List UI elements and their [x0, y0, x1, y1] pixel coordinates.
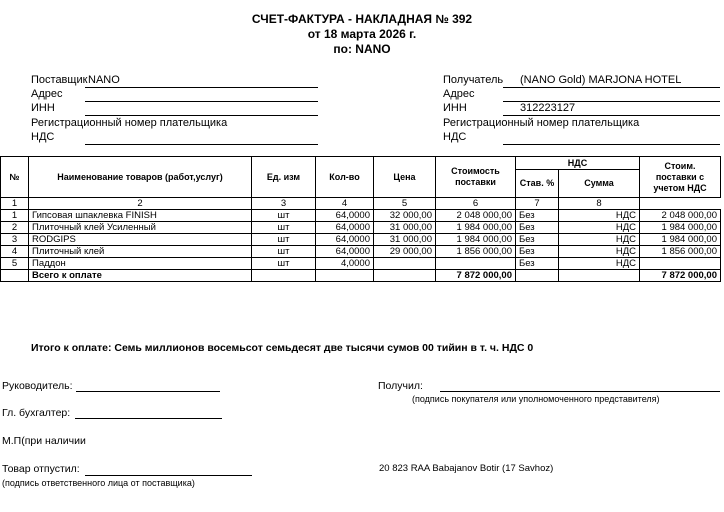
header-nds: НДС [516, 157, 640, 170]
cell-n: 4 [1, 246, 29, 258]
cell-total: 1 984 000,00 [640, 222, 721, 234]
supplier-inn-label: ИНН [31, 102, 55, 114]
col-number: 1 [1, 198, 29, 210]
cell-total: 2 048 000,00 [640, 210, 721, 222]
cell-sum: НДС [559, 246, 640, 258]
table-row [1, 258, 721, 270]
cell-cost: 2 048 000,00 [436, 210, 516, 222]
cell-price: 31 000,00 [374, 234, 436, 246]
cell-unit: шт [252, 258, 316, 270]
cell-rate: Без [516, 222, 559, 234]
cell-sum: НДС [559, 222, 640, 234]
cell-cost: 1 856 000,00 [436, 246, 516, 258]
col-number: 2 [29, 198, 252, 210]
col-number: 8 [559, 198, 640, 210]
director-label: Руководитель: [2, 380, 73, 392]
table-row [1, 222, 721, 234]
total-with-nds: 7 872 000,00 [640, 270, 721, 282]
supplier-address-label: Адрес [31, 88, 63, 100]
header-qty: Кол-во [316, 157, 374, 198]
col-number: 4 [316, 198, 374, 210]
director-sign-line [76, 391, 220, 392]
invoice-title: СЧЕТ-ФАКТУРА - НАКЛАДНАЯ № 392 [251, 12, 473, 26]
header-cost: Стоимость поставки [436, 157, 516, 198]
received-label: Получил: [378, 380, 423, 392]
cell-cost: 1 984 000,00 [436, 222, 516, 234]
recipient-inn-label: ИНН [443, 102, 467, 114]
cell-name: Плиточный клей Усиленный [29, 222, 252, 234]
column-numbers-row [1, 198, 721, 210]
cell-name: Плиточный клей [29, 246, 252, 258]
recipient-inn-value: 312223127 [520, 102, 576, 114]
cell-cost: 1 984 000,00 [436, 234, 516, 246]
released-note: (подпись ответственного лица от поставщика) [2, 478, 195, 488]
released-label: Товар отпустил: [2, 463, 80, 475]
cell-rate: Без [516, 234, 559, 246]
header-name: Наименование товаров (работ,услуг) [29, 157, 252, 198]
invoice-by: по: NANO [333, 42, 391, 56]
col-number: 6 [436, 198, 516, 210]
cell-unit: шт [252, 210, 316, 222]
cell-sum: НДС [559, 234, 640, 246]
supplier-nds-label: НДС [31, 131, 55, 143]
cell-total: 1 984 000,00 [640, 234, 721, 246]
table-row [1, 234, 721, 246]
recipient-value: (NANO Gold) MARJONA HOTEL [520, 74, 682, 86]
recipient-line [503, 87, 720, 88]
header-num: № [1, 157, 29, 198]
header-sum: Сумма [559, 170, 640, 198]
recipient-nds-label: НДС [443, 131, 467, 143]
total-in-words: Итого к оплате: Семь миллионов восемьсот семьдесят две тысячи сумов 00 тийин в т. ч. НДС 0 [31, 342, 534, 354]
accountant-sign-line [75, 418, 222, 419]
cell-total: 1 856 000,00 [640, 246, 721, 258]
cell-sum: НДС [559, 258, 640, 270]
header-unit: Ед. изм [252, 157, 316, 198]
cell-unit: шт [252, 234, 316, 246]
cell-qty: 64,0000 [316, 246, 374, 258]
cell-name: RODGIPS [29, 234, 252, 246]
accountant-label: Гл. бухгалтер: [2, 407, 71, 419]
cell-rate: Без [516, 246, 559, 258]
cell-n: 1 [1, 210, 29, 222]
cell-unit: шт [252, 246, 316, 258]
supplier-inn-line [85, 115, 318, 116]
cell-name: Паддон [29, 258, 252, 270]
supplier-reg-label: Регистрационный номер плательщика [31, 117, 228, 129]
total-cost: 7 872 000,00 [436, 270, 516, 282]
recipient-address-label: Адрес [443, 88, 475, 100]
col-number: 5 [374, 198, 436, 210]
cell-price [374, 258, 436, 270]
supplier-address-line [85, 101, 318, 102]
cell-name: Гипсовая шпаклевка FINISH [29, 210, 252, 222]
total-row [1, 270, 721, 282]
invoice-date: от 18 марта 2026 г. [307, 27, 417, 41]
recipient-reg-label: Регистрационный номер плательщика [443, 117, 640, 129]
received-sign-line [440, 391, 720, 392]
stamp-label: М.П(при наличии [2, 435, 86, 447]
invoice-table [0, 156, 721, 282]
table-row [1, 246, 721, 258]
supplier-value: NANO [88, 74, 120, 86]
table-row [1, 210, 721, 222]
cell-n: 3 [1, 234, 29, 246]
cell-qty: 4,0000 [316, 258, 374, 270]
cell-qty: 64,0000 [316, 234, 374, 246]
received-note: (подпись покупателя или уполномоченного представителя) [412, 394, 660, 404]
cell-qty: 64,0000 [316, 210, 374, 222]
col-number: 3 [252, 198, 316, 210]
cell-n: 2 [1, 222, 29, 234]
cell-unit: шт [252, 222, 316, 234]
cell-n: 5 [1, 258, 29, 270]
header-total: Стоим. поставки с учетом НДС [640, 157, 721, 198]
cell-rate: Без [516, 258, 559, 270]
supplier-line [85, 87, 318, 88]
cell-price: 29 000,00 [374, 246, 436, 258]
total-label: Всего к оплате [29, 270, 252, 282]
released-sign-line [85, 475, 252, 476]
cell-price: 31 000,00 [374, 222, 436, 234]
cell-rate: Без [516, 210, 559, 222]
cell-qty: 64,0000 [316, 222, 374, 234]
cell-cost [436, 258, 516, 270]
cell-sum: НДС [559, 210, 640, 222]
cell-price: 32 000,00 [374, 210, 436, 222]
header-price: Цена [374, 157, 436, 198]
cell-total [640, 258, 721, 270]
supplier-nds-line [85, 144, 318, 145]
recipient-nds-line [503, 144, 720, 145]
recipient-label: Получатель [443, 74, 504, 86]
col-number: 7 [516, 198, 559, 210]
recipient-inn-line [503, 115, 720, 116]
supplier-label: Поставщик [31, 74, 88, 86]
header-rate: Став. % [516, 170, 559, 198]
driver-info: 20 823 RAA Babajanov Botir (17 Savhoz) [379, 463, 554, 474]
